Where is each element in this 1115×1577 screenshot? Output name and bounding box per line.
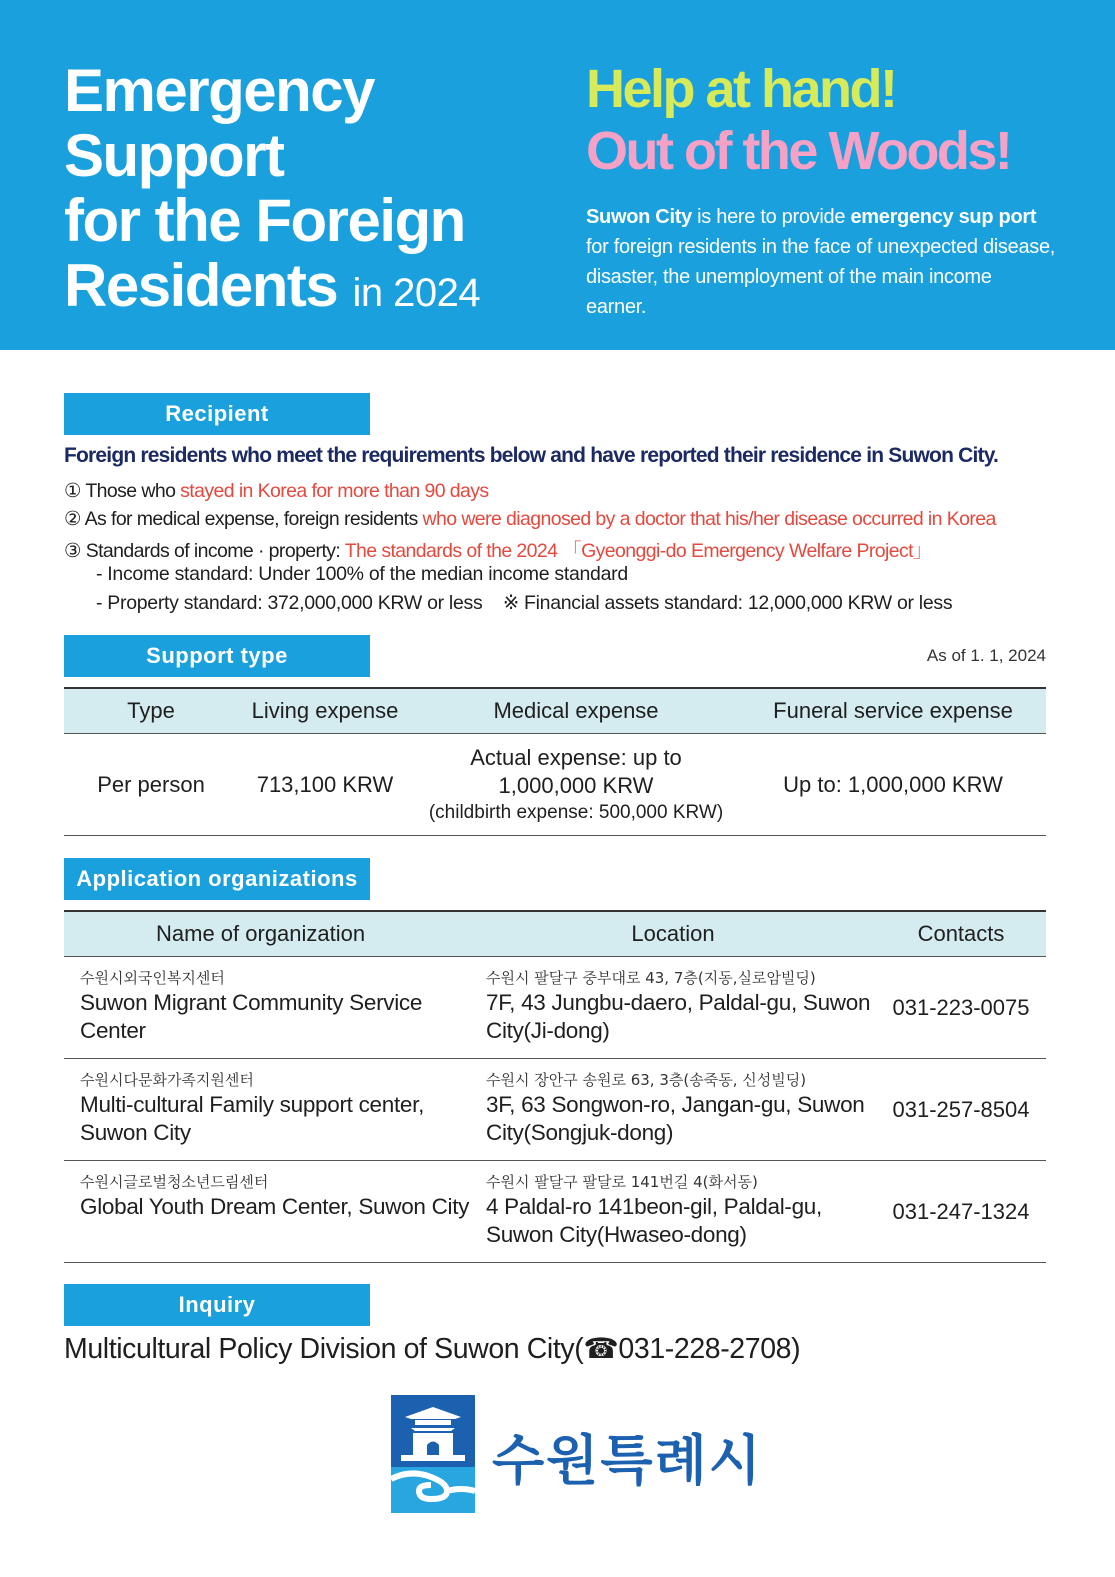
org-location-kr: 수원시 장안구 송원로 63, 3층(송죽동, 신성빌딩) [486, 1071, 807, 1089]
requirement-1 [64, 479, 489, 503]
org-location-en: 4 Paldal-ro 141beon-gil, Paldal-gu, Suwon City(Hwaseo-dong) [486, 1194, 822, 1247]
org-contact: 031-257-8504 [892, 1096, 1030, 1122]
table-row [64, 734, 1046, 836]
org-location-kr: 수원시 팔달구 팔달로 141번길 4(화서동) [486, 1173, 758, 1191]
inquiry-text: Multicultural Policy Division of Suwon City(☎031-228-2708) [64, 1333, 801, 1365]
header-contacts: Contacts [917, 921, 1005, 946]
requirement-2 [64, 507, 996, 531]
table-row [64, 957, 1046, 1059]
title-line-4 [64, 253, 480, 326]
org-contact: 031-223-0075 [892, 994, 1030, 1020]
req2-highlight: who were diagnosed by a doctor that his/her disease occurred in Korea [422, 508, 996, 530]
requirement-3 [64, 535, 932, 563]
medical-note: (childbirth expense: 500,000 KRW) [428, 801, 724, 823]
suwon-city-emblem-icon [391, 1395, 475, 1518]
org-name-kr: 수원시글로벌청소년드림센터 [80, 1173, 269, 1191]
org-name-kr: 수원시다문화가족지원센터 [80, 1071, 254, 1089]
org-location-en: 7F, 43 Jungbu-daero, Paldal-gu, Suwon City(Ji-dong) [486, 990, 871, 1043]
desc-bold-support: emergency sup port [850, 206, 1037, 228]
header-banner [0, 0, 1115, 350]
header-description [586, 202, 1056, 322]
org-name-cell [64, 1059, 470, 1160]
title-line-1: Emergency [64, 57, 374, 124]
table-row [64, 1161, 1046, 1263]
org-contact: 031-247-1324 [892, 1198, 1030, 1224]
slogan-line-1: Help at hand! [586, 59, 896, 119]
org-name-kr: 수원시외국인복지센터 [80, 969, 225, 987]
cell-medical [412, 744, 740, 826]
header-type: Type [127, 698, 175, 723]
support-table [64, 687, 1046, 836]
org-name-cell [64, 1161, 470, 1262]
income-standard: - Income standard: Under 100% of the median income standard [96, 563, 628, 585]
title-line-2: Support [64, 122, 284, 189]
table-row [64, 1059, 1046, 1161]
slogan [586, 58, 1010, 182]
req1-prefix: ① Those who [64, 480, 181, 502]
main-title [64, 58, 480, 326]
req3-prefix: ③ Standards of income · property: [64, 540, 345, 562]
desc-bold-city: Suwon City [586, 206, 692, 228]
medical-line-1: Actual expense: up to [470, 744, 682, 770]
title-line-3: for the Foreign [64, 187, 465, 254]
suwon-city-logo-text: 수원특례시 [492, 1429, 763, 1492]
org-location-cell [470, 1161, 876, 1262]
as-of-date: As of 1. 1, 2024 [926, 646, 1046, 665]
support-type-tab: Support type [64, 635, 370, 677]
header-living: Living expense [251, 698, 399, 723]
support-table-header [64, 689, 1046, 734]
inquiry-tab: Inquiry [64, 1284, 370, 1326]
organizations-table [64, 910, 1046, 1263]
medical-line-2: 1,000,000 KRW [498, 772, 654, 798]
org-name-en: Multi-cultural Family support center, Suwon City [80, 1092, 425, 1145]
title-year: in 2024 [352, 271, 481, 315]
desc-text-1: is here to provide [691, 206, 851, 228]
application-organizations-tab: Application organizations [64, 858, 370, 900]
org-location-cell [470, 957, 876, 1058]
req1-highlight: stayed in Korea for more than 90 days [180, 480, 489, 502]
property-standard: - Property standard: 372,000,000 KRW or less ※ Financial assets standard: 12,000,000 KRW or less [96, 592, 953, 614]
org-location-cell [470, 1059, 876, 1160]
req3-highlight: The standards of the 2024 「Gyeonggi-do Emergency Welfare Project」 [344, 540, 932, 562]
title-line-4-text: Residents [64, 252, 338, 319]
req2-prefix: ② As for medical expense, foreign residents [64, 508, 423, 530]
org-name-en: Global Youth Dream Center, Suwon City [80, 1194, 470, 1219]
cell-funeral: Up to: 1,000,000 KRW [783, 771, 1003, 797]
org-name-en: Suwon Migrant Community Service Center [80, 990, 423, 1043]
header-funeral: Funeral service expense [773, 698, 1013, 723]
cell-type: Per person [97, 771, 205, 797]
org-name-cell [64, 957, 470, 1058]
org-location-en: 3F, 63 Songwon-ro, Jangan-gu, Suwon City(Songjuk-dong) [486, 1092, 865, 1145]
header-org-name: Name of organization [156, 921, 366, 946]
header-location: Location [631, 921, 715, 946]
recipient-tab: Recipient [64, 393, 370, 435]
organizations-table-header [64, 912, 1046, 957]
slogan-line-2: Out of the Woods! [586, 121, 1011, 181]
recipient-lead: Foreign residents who meet the requirements below and have reported their residence in Suwon City. [64, 444, 999, 467]
header-medical: Medical expense [493, 698, 659, 723]
org-location-kr: 수원시 팔달구 중부대로 43, 7층(지동,실로암빌딩) [486, 969, 816, 987]
desc-text-2: for foreign residents in the face of unexpected disease, disaster, the unemployment of the main income earner. [586, 236, 1056, 318]
cell-living: 713,100 KRW [256, 771, 394, 797]
